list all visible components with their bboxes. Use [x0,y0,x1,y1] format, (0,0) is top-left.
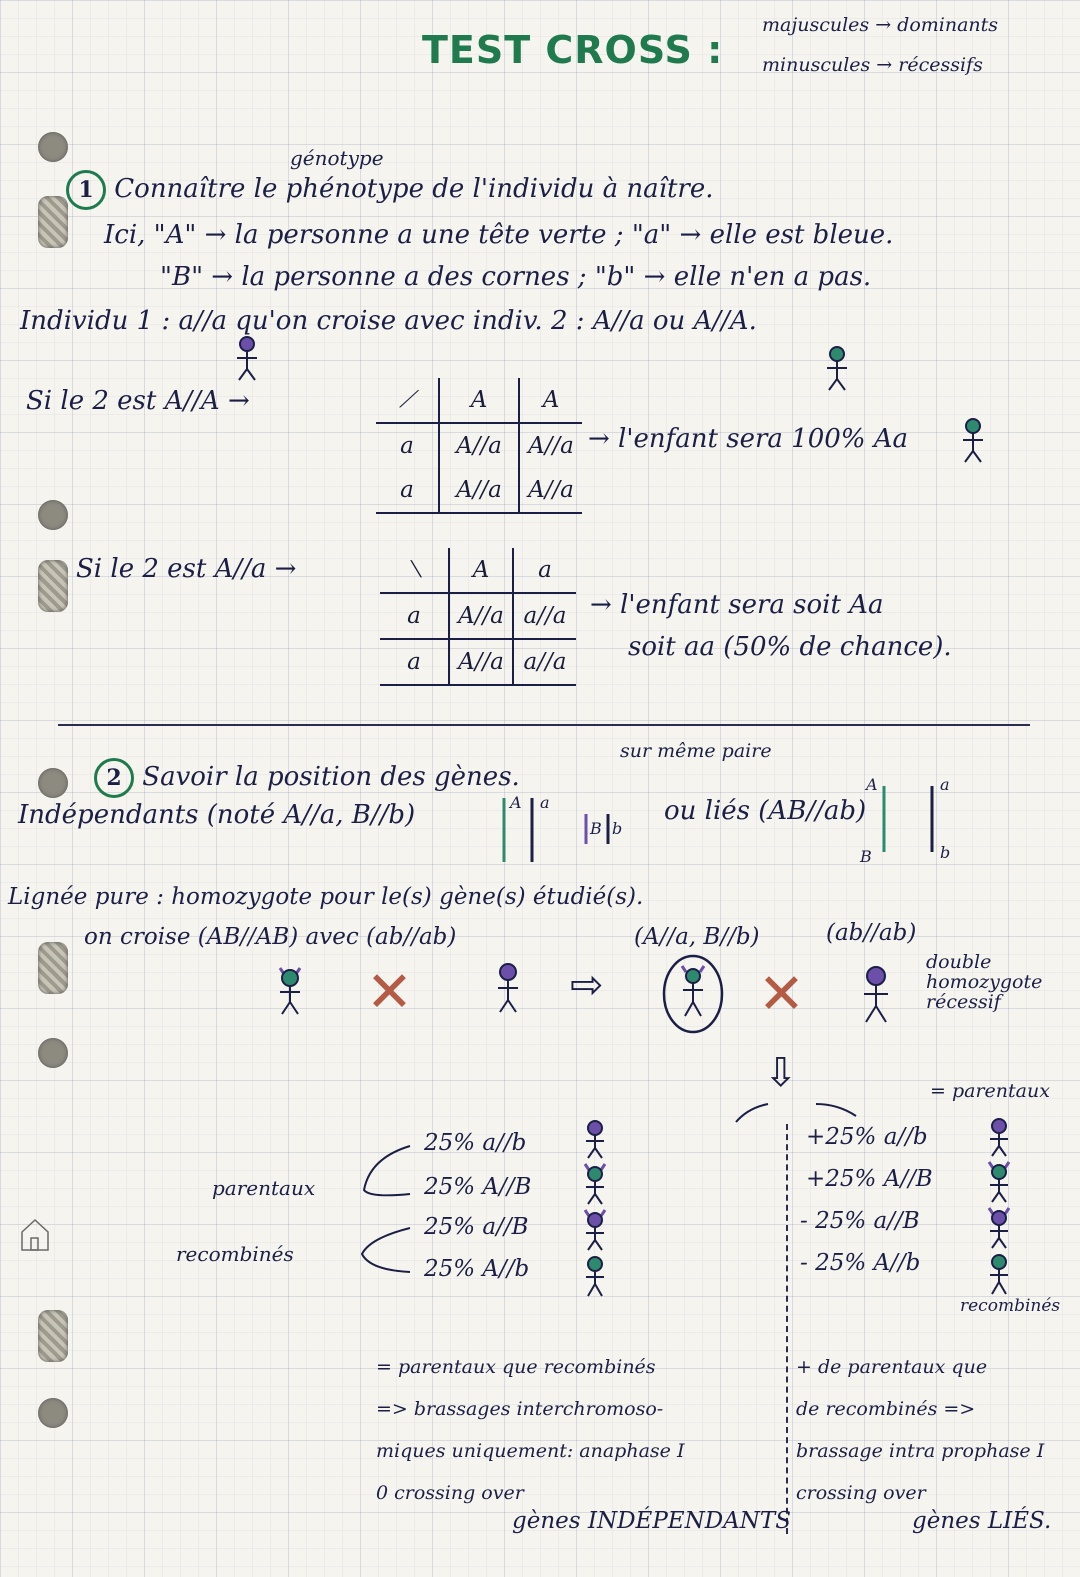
case1-result: → l'enfant sera 100% Aa [588,424,909,454]
cross-icon: ✕ [366,960,413,1025]
f1-genotype-label: (A//a, B//b) [634,924,760,950]
right-result-row: +25% A//B [806,1166,933,1192]
right-result-row: - 25% A//b [800,1250,921,1276]
blue-figure-icon [586,1121,604,1158]
punnett-corner: ⟍ [380,548,449,593]
f1-circled-figure-icon [660,952,726,1036]
punnett-cell: A//a [519,468,582,513]
section1-line2: Ici, "A" → la personne a une tête verte ; "a" → elle est bleue. [104,220,894,250]
binder-hole [38,196,68,248]
tester-note-line: double [926,951,992,973]
section-divider [58,724,1030,726]
punnett-cell: A//a [439,423,519,468]
conclusion-left-result: gènes INDÉPENDANTS [512,1508,791,1534]
conclusion-right-line: crossing over [796,1482,926,1504]
stick-figure-icon [232,334,262,384]
conclusion-right-line: de recombinés => [796,1398,976,1420]
section2-independent: Indépendants (noté A//a, B//b) [18,800,416,830]
punnett-row-header: a [380,639,449,685]
section1-line3: "B" → la personne a des cornes ; "b" → elle n'en a pas. [160,262,872,292]
binder-hole [38,942,68,994]
header-note-dominant: majuscules → dominants [762,14,999,36]
green-figure-icon [990,1255,1008,1294]
section-number-badge: 2 [94,758,134,798]
section2-linked: ou liés (AB//ab) [664,796,867,826]
section1-line4: Individu 1 : a//a qu'on croise avec indiv. 2 : A//a ou A//A. [20,306,757,336]
horned-green-figure-icon [989,1162,1009,1202]
binder-hole [38,1310,68,1362]
cross-icon: ✕ [758,962,805,1027]
tester-note-line: récessif [926,991,1001,1013]
result-figures-column [982,1116,1016,1306]
conclusion-left-line: miques uniquement: anaphase I [376,1440,685,1462]
tester-genotype-label: (ab//ab) [826,920,917,946]
section2-line1: Savoir la position des gènes. [142,762,520,792]
stick-figure-icon [822,344,852,394]
section-number-badge: 1 [66,170,106,210]
recombined-group-label: recombinés [176,1242,294,1266]
linked-chromosomes-diagram [858,772,968,868]
stick-figure-icon [958,416,988,466]
chrom-label: a [940,775,950,794]
binder-hole [38,560,68,612]
chrom-label: A [866,775,878,794]
punnett-row-header: a [376,468,439,513]
chrom-label: B [590,819,602,838]
tester-figure-icon [856,962,896,1028]
chrom-label: b [940,843,951,862]
group-brackets [340,1132,420,1292]
conclusion-right-result: gènes LIÉS. [912,1508,1052,1534]
case2-result-line2: soit aa (50% de chance). [628,632,952,662]
left-result-row: 25% a//b [424,1130,527,1156]
section1-line1: Connaître le phénotype de l'individu à naître. [114,174,714,204]
chrom-label: A [510,793,522,812]
left-result-row: 25% a//B [424,1214,529,1240]
case1-label: Si le 2 est A//A → [26,386,250,416]
blue-figure-icon [990,1119,1008,1156]
punnett-cell: A//a [449,639,513,685]
section2-heading [94,758,520,798]
chrom-label: b [612,819,623,838]
binder-hole [38,500,68,530]
independent-chromosomes-diagram [490,788,640,866]
split-arrows [728,1096,868,1126]
parental-group-label: parentaux [212,1176,316,1200]
genotype-label: génotype [290,146,384,170]
punnett-square-case2 [380,548,576,686]
punnett-corner: ⟋ [376,378,439,423]
pure-line-definition: Lignée pure : homozygote pour le(s) gène(s) étudié(s). [8,884,644,910]
arrow-right-icon: ⇨ [570,962,604,1008]
house-doodle-icon [18,1214,52,1254]
horned-blue-figure-icon [585,1210,605,1250]
conclusion-left [376,1346,684,1514]
column-separator [786,1124,788,1534]
punnett-cell: a//a [513,639,576,685]
left-result-row: 25% A//b [424,1256,530,1282]
right-result-row: +25% a//b [806,1124,928,1150]
punnett-cell: a//a [513,593,576,639]
conclusion-left-line: => brassages interchromoso- [376,1398,664,1420]
tester-note-line: homozygote [926,971,1043,993]
punnett-cell: A//a [449,593,513,639]
conclusion-left-line: = parentaux que recombinés [376,1356,656,1378]
punnett-row-header: a [376,423,439,468]
tester-note [926,952,1042,1012]
punnett-cell: A//a [528,433,574,459]
chrom-label: a [540,793,550,812]
green-figure-icon [586,1257,604,1296]
header-note-recessive: minuscules → récessifs [762,54,983,76]
section1-heading [66,170,714,210]
same-pair-note: sur même paire [620,740,772,762]
parental-right-label: = parentaux [930,1080,1050,1102]
recombined-right-label: recombinés [960,1296,1061,1316]
punnett-col-header: a [513,548,576,593]
horned-green-figure-icon [585,1164,605,1204]
left-result-row: 25% A//B [424,1174,532,1200]
conclusion-left-line: 0 crossing over [376,1482,524,1504]
conclusion-right-line: brassage intra prophase I [796,1440,1045,1462]
punnett-cell: A//a [439,468,519,513]
punnett-row-header: a [380,593,449,639]
right-result-row: - 25% a//B [800,1208,920,1234]
chrom-label: B [860,847,872,866]
binder-hole [38,132,68,162]
punnett-col-header: A [519,378,582,423]
punnett-square-case1 [376,378,582,514]
binder-hole [38,768,68,798]
blue-figure-icon [488,958,528,1018]
result-figures-column [578,1118,612,1308]
conclusion-right-line: + de parentaux que [796,1356,988,1378]
punnett-col-header: A [439,378,519,423]
case2-label: Si le 2 est A//a → [76,554,297,584]
cross-description: on croise (AB//AB) avec (ab//ab) [84,924,457,950]
binder-hole [38,1038,68,1068]
case2-result-line1: → l'enfant sera soit Aa [590,590,884,620]
horned-green-figure-icon [270,962,310,1018]
arrow-down-icon: ⇩ [764,1050,798,1096]
conclusion-right [796,1346,1044,1514]
horned-blue-figure-icon [989,1208,1009,1248]
punnett-col-header: A [449,548,513,593]
page-title: TEST CROSS : [422,28,724,72]
binder-hole [38,1398,68,1428]
